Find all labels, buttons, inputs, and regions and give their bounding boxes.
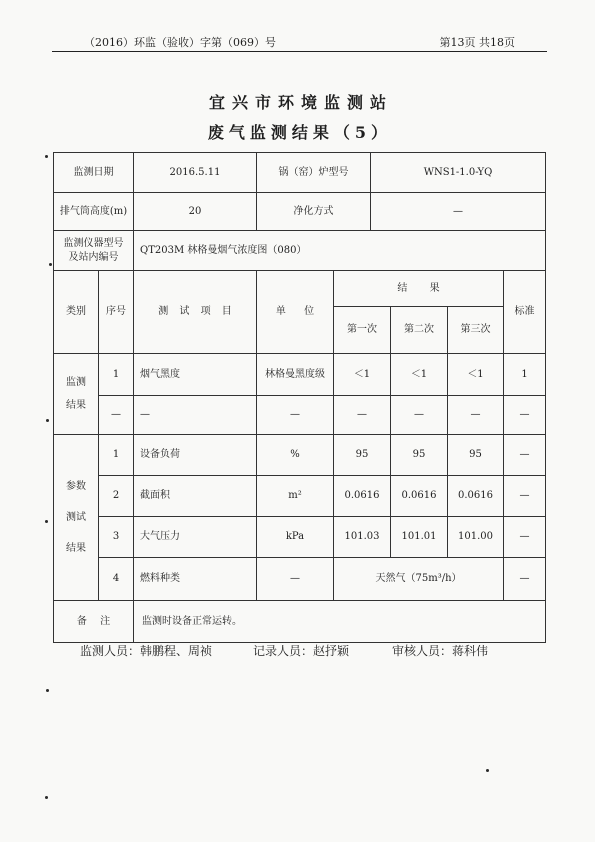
table-row	[54, 193, 546, 231]
results-table	[53, 271, 546, 643]
results-form	[53, 152, 545, 643]
table-row	[54, 395, 546, 434]
table-row	[54, 231, 546, 271]
signature-recorder: 记录人员：赵抒颖	[253, 644, 350, 658]
item-cell: —	[134, 395, 257, 434]
standard-cell: —	[504, 395, 546, 434]
result-cell: 101.00	[448, 516, 504, 557]
unit-cell: m²	[257, 475, 334, 516]
stack-height-value: 20	[134, 193, 257, 231]
scan-mark	[46, 689, 49, 692]
scan-mark	[49, 263, 52, 266]
stack-height-label: 排气筒高度(m)	[54, 193, 134, 231]
header-standard: 标准	[504, 271, 546, 353]
info-table	[53, 152, 546, 271]
result-cell: —	[448, 395, 504, 434]
category-line: 参数	[66, 480, 86, 492]
result-cell: 95	[448, 434, 504, 475]
result-cell: ＜1	[391, 353, 448, 395]
category-line: 测试	[66, 511, 86, 523]
remarks-value: 监测时设备正常运转。	[134, 600, 546, 642]
standard-cell: 1	[504, 353, 546, 395]
seq-cell: 2	[99, 475, 134, 516]
category-cell	[54, 353, 99, 434]
header-category: 类别	[54, 271, 99, 353]
table-row	[54, 475, 546, 516]
table-row	[54, 353, 546, 395]
result-cell: 0.0616	[448, 475, 504, 516]
scan-mark	[45, 796, 48, 799]
table-row	[54, 557, 546, 600]
result-cell: ＜1	[334, 353, 391, 395]
scan-mark	[45, 520, 48, 523]
seq-cell: 3	[99, 516, 134, 557]
standard-cell: —	[504, 516, 546, 557]
result-cell: —	[391, 395, 448, 434]
date-label: 监测日期	[54, 153, 134, 193]
standard-cell: —	[504, 475, 546, 516]
result-cell: 95	[391, 434, 448, 475]
header-divider	[52, 51, 547, 52]
instrument-value: QT203M 林格曼烟气浓度图（080）	[134, 231, 546, 271]
item-cell: 截面积	[134, 475, 257, 516]
result-cell: 101.01	[391, 516, 448, 557]
seq-cell: —	[99, 395, 134, 434]
standard-cell: —	[504, 434, 546, 475]
item-cell: 烟气黑度	[134, 353, 257, 395]
scan-mark	[45, 155, 48, 158]
table-row	[54, 600, 546, 642]
unit-cell: —	[257, 557, 334, 600]
seq-cell: 1	[99, 434, 134, 475]
organization-title: 宜兴市环境监测站	[208, 93, 393, 112]
item-cell: 设备负荷	[134, 434, 257, 475]
item-cell: 大气压力	[134, 516, 257, 557]
unit-cell: —	[257, 395, 334, 434]
remarks-label: 备 注	[54, 600, 134, 642]
boiler-model-value: WNS1-1.0-YQ	[371, 153, 546, 193]
result-cell: 95	[334, 434, 391, 475]
signature-reviewer: 审核人员：蒋科伟	[392, 644, 489, 658]
category-line: 监测	[66, 376, 86, 388]
category-line: 结果	[66, 542, 86, 554]
table-header-row	[54, 271, 546, 306]
result-cell: 0.0616	[334, 475, 391, 516]
unit-cell: 林格曼黑度级	[257, 353, 334, 395]
report-subtitle: 废气监测结果（5）	[207, 123, 393, 142]
boiler-model-label: 锅（窑）炉型号	[257, 153, 371, 193]
seq-cell: 1	[99, 353, 134, 395]
header-run-3: 第三次	[448, 306, 504, 353]
header-run-2: 第二次	[391, 306, 448, 353]
unit-cell: kPa	[257, 516, 334, 557]
category-cell	[54, 434, 99, 600]
instrument-label-line: 监测仪器型号	[63, 237, 124, 249]
result-cell: 0.0616	[391, 475, 448, 516]
scan-mark	[486, 769, 489, 772]
item-cell: 燃料种类	[134, 557, 257, 600]
result-cell: 101.03	[334, 516, 391, 557]
scan-mark	[46, 419, 49, 422]
result-cell: —	[334, 395, 391, 434]
standard-cell: —	[504, 557, 546, 600]
table-row	[54, 516, 546, 557]
signature-monitor: 监测人员：韩鹏程、周祯	[80, 644, 213, 658]
result-cell: ＜1	[448, 353, 504, 395]
header-test-item: 测 试 项 目	[134, 271, 257, 353]
fuel-type-result: 天然气（75m³/h）	[334, 557, 504, 600]
page-info: 第13页 共18页	[439, 36, 515, 49]
date-value: 2016.5.11	[134, 153, 257, 193]
document-number: （2016）环监（验收）字第（069）号	[84, 36, 276, 49]
table-row	[54, 434, 546, 475]
unit-cell: %	[257, 434, 334, 475]
purification-method-label: 净化方式	[257, 193, 371, 231]
seq-cell: 4	[99, 557, 134, 600]
instrument-label	[54, 231, 134, 271]
instrument-label-line: 及站内编号	[68, 251, 119, 263]
category-line: 结果	[66, 399, 86, 411]
header-seq: 序号	[99, 271, 134, 353]
header-unit: 单 位	[257, 271, 334, 353]
purification-method-value: —	[371, 193, 546, 231]
header-result: 结 果	[334, 271, 504, 306]
header-run-1: 第一次	[334, 306, 391, 353]
table-row	[54, 153, 546, 193]
